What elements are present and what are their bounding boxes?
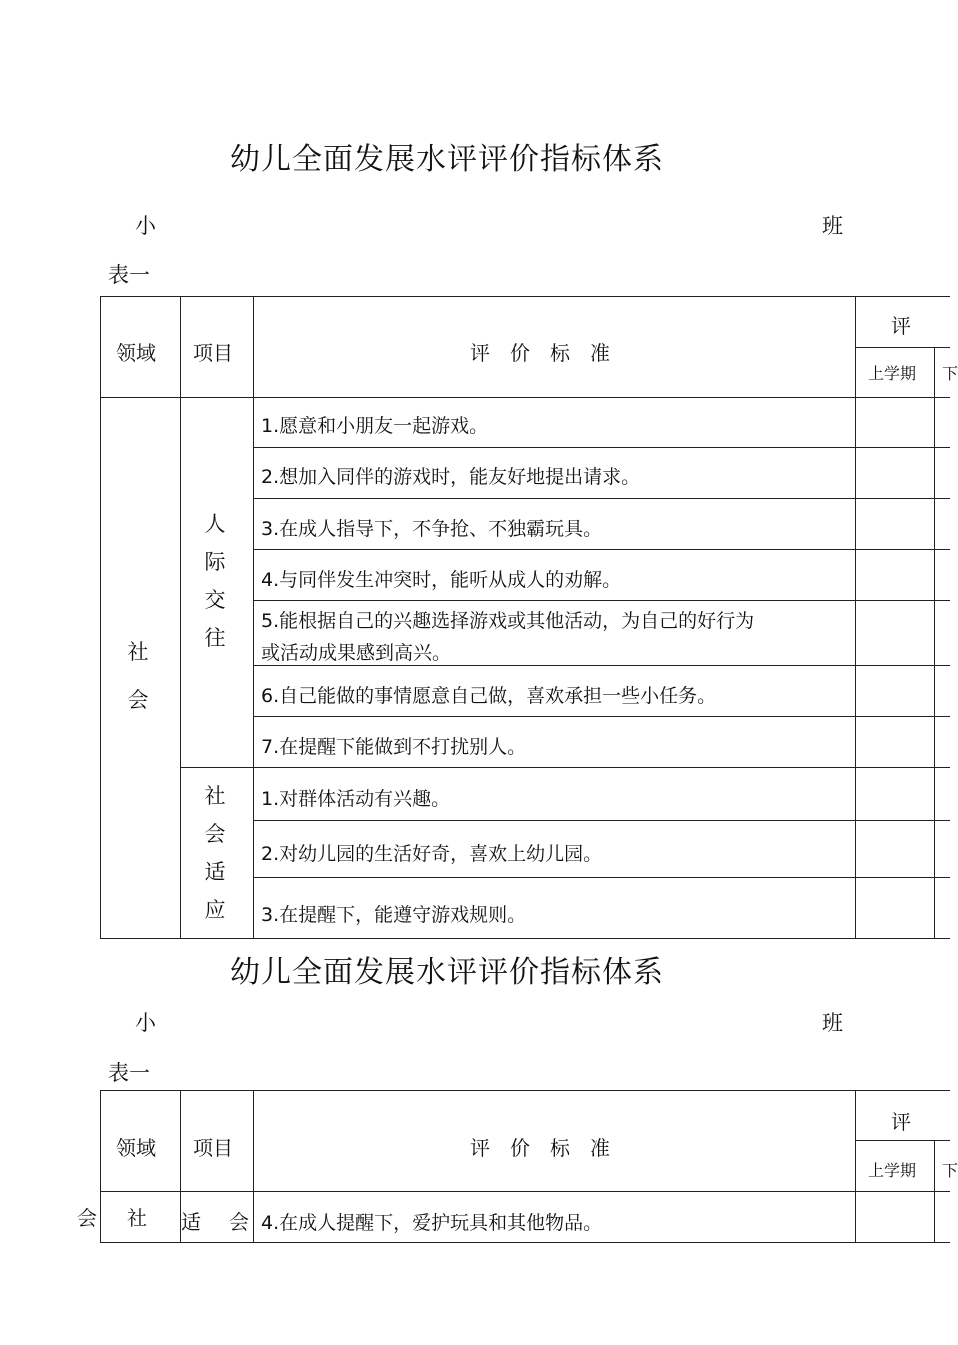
header-semester-1: 上学期 [868, 364, 917, 383]
class-label-right: 班 [822, 214, 843, 238]
domain-cell: 社会 [127, 640, 149, 712]
header-item: 项目 [193, 341, 233, 365]
domain-cell: 社 [127, 1206, 147, 1230]
header-semester-2: 下 [942, 364, 958, 383]
criteria-row-continued: 或活动成果感到高兴。 [261, 642, 452, 664]
item-cell-interpersonal: 人际交往 [204, 512, 226, 650]
criteria-row: 1.对群体活动有兴趣。 [261, 788, 451, 810]
header-domain: 领域 [116, 341, 156, 365]
page-title-2: 幼儿全面发展水评评价指标体系 [230, 955, 664, 990]
header-criteria: 评 价 标 准 [470, 341, 610, 365]
criteria-row: 4.与同伴发生冲突时，能听从成人的劝解。 [261, 569, 622, 591]
header-criteria: 评 价 标 准 [470, 1136, 610, 1160]
criteria-row: 4.在成人提醒下，爱护玩具和其他物品。 [261, 1212, 603, 1234]
header-semester-2: 下 [942, 1161, 958, 1180]
header-domain: 领域 [116, 1136, 156, 1160]
item-cell-social-adaptation: 社会适应 [204, 784, 226, 922]
criteria-row: 2.想加入同伴的游戏时，能友好地提出请求。 [261, 466, 641, 488]
item-cell-left: 适 [181, 1210, 201, 1234]
stray-domain-char: 会 [77, 1206, 97, 1230]
class-label-left-2: 小 [135, 1011, 156, 1035]
header-eval: 评 [891, 314, 911, 338]
table-label: 表一 [108, 263, 150, 287]
criteria-row: 3.在成人指导下，不争抢、不独霸玩具。 [261, 518, 603, 540]
criteria-row: 2.对幼儿园的生活好奇，喜欢上幼儿园。 [261, 843, 603, 865]
header-item: 项目 [193, 1136, 233, 1160]
page-title: 幼儿全面发展水评评价指标体系 [230, 142, 664, 177]
header-eval: 评 [891, 1110, 911, 1134]
class-label-left: 小 [135, 214, 156, 238]
header-semester-1: 上学期 [868, 1161, 917, 1180]
criteria-row: 1.愿意和小朋友一起游戏。 [261, 415, 489, 437]
criteria-row: 3.在提醒下，能遵守游戏规则。 [261, 904, 527, 926]
criteria-row: 6.自己能做的事情愿意自己做，喜欢承担一些小任务。 [261, 685, 717, 707]
criteria-row: 5.能根据自己的兴趣选择游戏或其他活动，为自己的好行为 [261, 610, 755, 632]
criteria-row: 7.在提醒下能做到不打扰别人。 [261, 736, 527, 758]
table-label-2: 表一 [108, 1061, 150, 1085]
item-cell-right: 会 [229, 1210, 249, 1234]
class-label-right-2: 班 [822, 1011, 843, 1035]
